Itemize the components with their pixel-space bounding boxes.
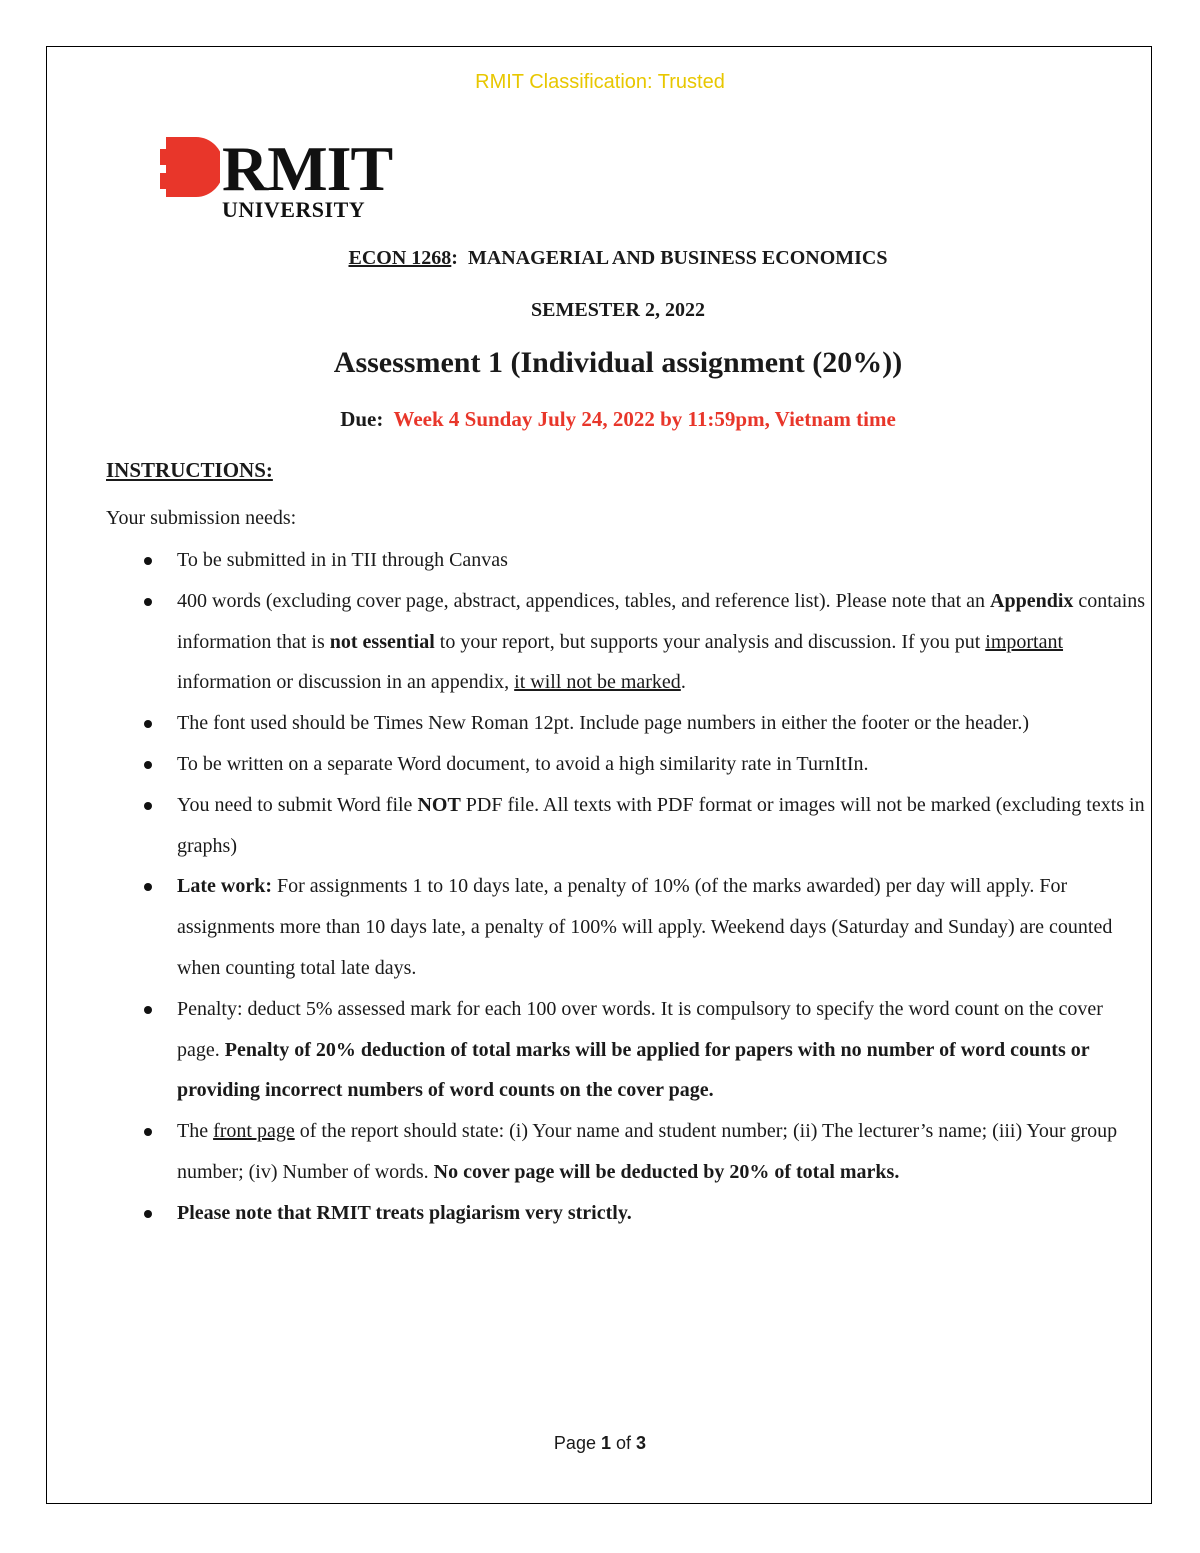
- due-value: Week 4 Sunday July 24, 2022 by 11:59pm, Vietnam time: [393, 407, 896, 431]
- item-bold: No cover page will be deducted by 20% of total marks.: [433, 1160, 900, 1183]
- due-date: [0, 407, 1200, 432]
- list-item: [106, 1193, 1146, 1234]
- item-underline: it will not be marked: [514, 671, 681, 694]
- page-footer: [0, 1433, 1200, 1454]
- page-total: 3: [636, 1433, 647, 1453]
- assessment-title: Assessment 1 (Individual assignment (20%)): [333, 346, 903, 379]
- logo-wordmark: RMIT: [222, 133, 393, 204]
- rmit-logo: [160, 135, 400, 225]
- list-item: [106, 866, 1146, 988]
- bullet-icon: [144, 1128, 152, 1136]
- page-label: Page: [553, 1433, 596, 1453]
- list-item: [106, 581, 1146, 703]
- course-name: MANAGERIAL AND BUSINESS ECONOMICS: [467, 247, 888, 269]
- bullet-icon: [144, 598, 152, 606]
- course-code: ECON 1268: [348, 247, 452, 269]
- item-bold: Appendix: [990, 589, 1074, 612]
- item-text: To be submitted in in TII through Canvas: [177, 549, 508, 571]
- item-text: The font used should be Times New Roman 12pt. Include page numbers in either the footer or the header.): [177, 712, 1030, 735]
- item-text: Penalty: deduct 5% assessed mark for each 100 over words. It is compulsory to specify the word count on the cover page.: [177, 997, 1103, 1061]
- rmit-pixel-logo-icon: [160, 137, 220, 197]
- item-text: to your report, but supports your analysis and discussion. If you put: [434, 630, 986, 653]
- item-text: You need to submit Word file: [177, 793, 418, 816]
- classification-label: RMIT Classification: Trusted: [475, 71, 725, 93]
- instructions-heading: INSTRUCTIONS:: [106, 458, 273, 482]
- logo-subtitle: UNIVERSITY: [222, 197, 366, 222]
- item-underline: front page: [213, 1120, 295, 1143]
- bullet-icon: [144, 557, 152, 565]
- item-text: 400 words (excluding cover page, abstract, appendices, tables, and reference list). Please note that an: [177, 589, 991, 612]
- item-bold: not essential: [329, 630, 435, 653]
- bullet-icon: [144, 1006, 152, 1014]
- list-item: [106, 785, 1146, 867]
- instructions-list: [106, 540, 1146, 1234]
- item-bold: NOT: [417, 793, 461, 816]
- item-bold: Penalty of 20% deduction of total marks will be applied for papers with no number of word counts or providing incorrect numbers of word counts on the cover page.: [177, 1038, 1090, 1102]
- page-of: of: [616, 1433, 632, 1453]
- course-separator: :: [451, 247, 458, 269]
- list-item: [106, 989, 1146, 1111]
- bullet-icon: [144, 1210, 152, 1218]
- due-label: Due:: [340, 407, 384, 431]
- item-text: information or discussion in an appendix,: [177, 671, 515, 694]
- instructions-intro: Your submission needs:: [106, 507, 297, 529]
- item-underline: important: [985, 630, 1064, 653]
- course-title: [0, 247, 1200, 270]
- item-text: To be written on a separate Word document, to avoid a high similarity rate in TurnItIn.: [177, 752, 869, 775]
- item-text: .: [680, 671, 686, 694]
- bullet-icon: [144, 802, 152, 810]
- item-bold: Please note that RMIT treats plagiarism very strictly.: [177, 1201, 632, 1224]
- list-item: [106, 703, 1146, 744]
- item-bold: Late work:: [177, 875, 272, 898]
- bullet-icon: [144, 883, 152, 891]
- list-item: [106, 744, 1146, 785]
- bullet-icon: [144, 720, 152, 728]
- bullet-icon: [144, 761, 152, 769]
- item-text: contains information that is: [177, 589, 1146, 653]
- list-item: [106, 540, 1146, 581]
- item-text: For assignments 1 to 10 days late, a penalty of 10% (of the marks awarded) per day will apply. For assignments more than 10 days late, a penalty of 100% will apply. Weekend days (Saturday and Sunday) are counted when counting total late days.: [177, 875, 1113, 979]
- list-item: [106, 1111, 1146, 1193]
- page-current: 1: [600, 1433, 611, 1453]
- semester: SEMESTER 2, 2022: [531, 299, 705, 321]
- item-text: of the report should state: (i) Your name and student number; (ii) The lecturer’s name; (iii) Your group number; (iv) Number of words.: [177, 1120, 1118, 1183]
- item-text: PDF file. All texts with PDF format or images will not be marked (excluding texts in graphs): [177, 793, 1145, 857]
- item-text: The: [177, 1120, 214, 1143]
